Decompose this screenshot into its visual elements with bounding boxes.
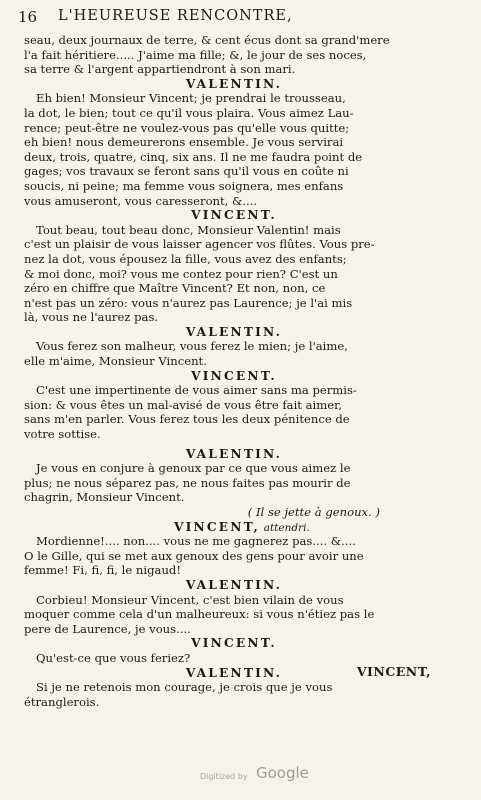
dialogue-line: Eh bien! Monsieur Vincent; je prendrai le trousseau, — [36, 91, 346, 106]
dialogue-line: elle m'aime, Monsieur Vincent. — [24, 354, 207, 369]
dialogue-line: là, vous ne l'aurez pas. — [24, 310, 159, 325]
dialogue-line: C'est une impertinente de vous aimer sans ma permis- — [36, 383, 357, 398]
dialogue-line: étranglerois. — [24, 694, 100, 709]
dialogue-line: sa terre & l'argent appartiendront à son mari. — [24, 62, 296, 77]
speaker-name: VINCENT. — [191, 368, 277, 383]
dialogue-line: Je vous en conjure à genoux par ce que vous aimez le — [36, 461, 351, 476]
dialogue-line: rence; peut-être ne voulez-vous pas qu'elle vous quitte; — [24, 120, 350, 135]
dialogue-line: deux, trois, quatre, cinq, six ans. Il ne me faudra point de — [24, 149, 363, 164]
stage-direction: ( Il se jette à genoux. ) — [247, 505, 380, 519]
dialogue-line: gages; vos travaux se feront sans qu'il vous en coûte ni — [24, 164, 349, 179]
page-number: 16 — [18, 8, 38, 26]
dialogue-line: Corbieu! Monsieur Vincent, c'est bien vilain de vous — [36, 592, 344, 607]
dialogue-line: pere de Laurence, je vous.... — [24, 621, 191, 636]
dialogue-line: sion: & vous êtes un mal-avisé de vous être fait aimer, — [24, 397, 343, 412]
dialogue-line: nez la dot, vous épousez la fille, vous avez des enfants; — [24, 251, 347, 266]
running-title: L'HEUREUSE RENCONTRE, — [58, 8, 293, 24]
catchword: VINCENT, — [356, 664, 431, 679]
dialogue-line: vous amuseront, vous caresseront, &.... — [24, 193, 258, 208]
speaker-name: VALENTIN. — [185, 577, 283, 592]
digitization-watermark — [200, 762, 350, 786]
speaker-name: VALENTIN. — [185, 76, 283, 91]
speaker-name: VALENTIN. — [185, 324, 283, 339]
dialogue-line: Mordienne!.... non.... vous ne me gagnerez pas.... &.... — [36, 534, 356, 549]
speaker-name: VALENTIN. — [185, 665, 283, 680]
speaker-name: VINCENT. — [191, 208, 277, 223]
play-text — [24, 33, 444, 709]
dialogue-line: & moi donc, moi? vous me contez pour rien? C'est un — [24, 266, 338, 281]
google-logo: Google — [256, 764, 309, 782]
dialogue-line: Si je ne retenois mon courage, je crois que je vous — [36, 680, 333, 695]
dialogue-line: votre sottise. — [24, 427, 101, 442]
stage-note: attendri. — [263, 521, 310, 534]
dialogue-line: l'a fait héritiere..... J'aime ma fille; &, le jour de ses noces, — [24, 47, 367, 62]
dialogue-line: femme! Fi, fi, fi, le nigaud! — [24, 563, 181, 578]
dialogue-line: eh bien! nous demeurerons ensemble. Je vous servirai — [24, 135, 344, 150]
dialogue-line: Tout beau, tout beau donc, Monsieur Valentin! mais — [36, 222, 341, 237]
dialogue-line: soucis, ni peine; ma femme vous soignera, mes enfans — [24, 178, 344, 193]
dialogue-line: Qu'est-ce que vous feriez? — [36, 650, 191, 665]
speaker-name: VALENTIN. — [185, 446, 283, 461]
dialogue-line: c'est un plaisir de vous laisser agencer vos flûtes. Vous pre- — [24, 237, 375, 252]
speaker-name: VINCENT. — [191, 636, 277, 651]
dialogue-line: la dot, le bien; tout ce qu'il vous plaira. Vous aimez Lau- — [24, 105, 354, 120]
speaker-name: VINCENT, — [174, 519, 260, 534]
dialogue-line: zéro en chiffre que Maître Vincent? Et non, non, ce — [24, 281, 326, 296]
dialogue-line: sans m'en parler. Vous ferez tous les deux pénitence de — [24, 412, 350, 427]
dialogue-line: chagrin, Monsieur Vincent. — [24, 490, 185, 505]
page-header — [18, 8, 458, 30]
speaker-heading — [24, 520, 444, 535]
dialogue-line: n'est pas un zéro: vous n'aurez pas Laurence; je l'ai mis — [24, 295, 353, 310]
dialogue-line: seau, deux journaux de terre, & cent écus dont sa grand'mere — [24, 33, 390, 47]
watermark-caption: Digitized by — [200, 772, 248, 781]
dialogue-line: O le Gille, qui se met aux genoux des gens pour avoir une — [24, 548, 364, 563]
dialogue-line: moquer comme cela d'un malheureux: si vous n'étiez pas le — [24, 607, 375, 622]
dialogue-line: plus; ne nous séparez pas, ne nous faites pas mourir de — [24, 475, 351, 490]
dialogue-line: Vous ferez son malheur, vous ferez le mien; je l'aime, — [36, 339, 348, 354]
